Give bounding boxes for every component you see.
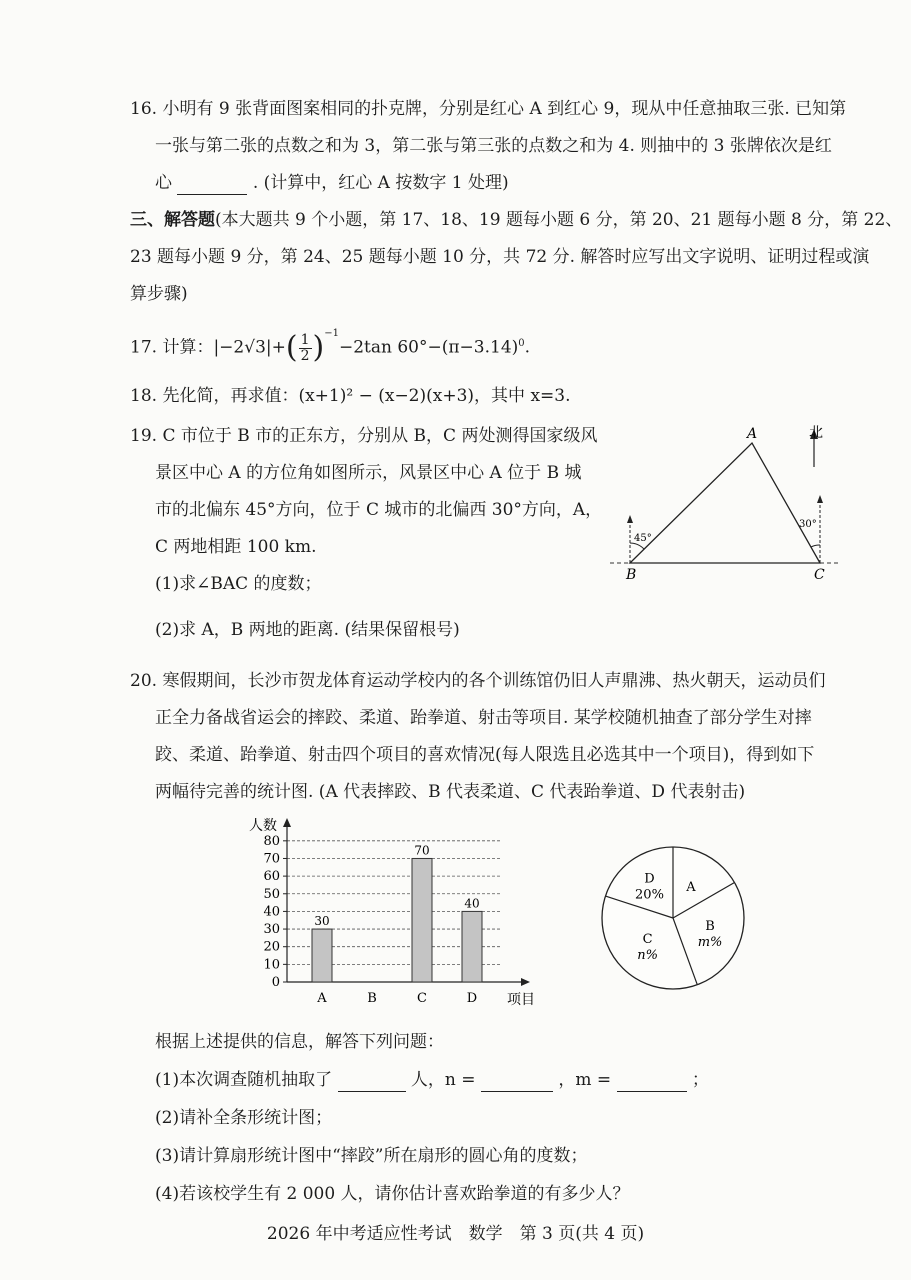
q20-line-4: 两幅待完善的统计图. (A 代表摔跤、B 代表柔道、C 代表跆拳道、D 代表射击) bbox=[155, 782, 746, 802]
q17-exponent-zero: 0 bbox=[518, 338, 525, 349]
x-tick-label: D bbox=[466, 991, 478, 1006]
y-tick-label: 40 bbox=[263, 904, 280, 920]
label-b: B bbox=[626, 567, 637, 583]
y-tick-label: 20 bbox=[263, 939, 280, 955]
q20-m-blank[interactable] bbox=[617, 1073, 687, 1092]
q20-line-2: 正全力备战省运会的摔跤、柔道、跆拳道、射击等项目. 某学校随机抽查了部分学生对摔 bbox=[155, 708, 812, 728]
y-tick-label: 10 bbox=[263, 957, 280, 973]
q20-sub-3: (3)请计算扇形统计图中“摔跤”所在扇形的圆心角的度数； bbox=[155, 1146, 588, 1166]
section3-heading: 三、解答题 bbox=[130, 210, 215, 230]
x-tick-label: B bbox=[367, 991, 377, 1006]
pie-slice-value: 20% bbox=[635, 887, 664, 903]
y-tick-label: 80 bbox=[263, 833, 280, 849]
q17-label: 17. 计算： bbox=[130, 337, 214, 358]
q20-intro: 根据上述提供的信息，解答下列问题： bbox=[155, 1032, 444, 1052]
pie-slice-label: A bbox=[686, 879, 696, 895]
y-tick-label: 70 bbox=[263, 851, 280, 867]
x-tick-label: A bbox=[317, 991, 327, 1006]
north-arrow-b-icon bbox=[627, 515, 633, 523]
triangle-abc bbox=[630, 443, 820, 563]
section3-line-3: 算步骤) bbox=[130, 284, 188, 304]
bar bbox=[462, 911, 482, 982]
y-tick-label: 60 bbox=[263, 869, 280, 885]
bar-chart bbox=[235, 815, 535, 1015]
y-axis-arrow-icon bbox=[283, 818, 291, 827]
q16-line-3-end: . (计算中，红心 A 按数字 1 处理) bbox=[252, 173, 509, 193]
q20-sub-1-a: (1)本次调查随机抽取了 bbox=[155, 1070, 333, 1090]
q20-sub-4: (4)若该校学生有 2 000 人，请你估计喜欢跆拳道的有多少人？ bbox=[155, 1184, 630, 1204]
q19-triangle-figure bbox=[600, 415, 860, 590]
q17-end: . bbox=[524, 337, 531, 358]
label-c: C bbox=[814, 567, 825, 583]
bar bbox=[312, 929, 332, 982]
section3-line-1-rest: (本大题共 9 个小题，第 17、18、19 题每小题 6 分，第 20、21 题每小题 8 分，第 22、 bbox=[215, 210, 903, 230]
q17-frac-den: 2 bbox=[300, 347, 310, 364]
q16-line-1: 16. 小明有 9 张背面图案相同的扑克牌，分别是红心 A 到红心 9，现从中任意抽取三张. 已知第 bbox=[130, 99, 847, 119]
pie-slice-value: m% bbox=[697, 934, 723, 950]
q20-n-blank[interactable] bbox=[481, 1073, 553, 1092]
pie-chart bbox=[595, 838, 755, 998]
x-axis-arrow-icon bbox=[521, 978, 530, 986]
q16-line-3 bbox=[155, 171, 509, 195]
x-tick-label: C bbox=[417, 991, 427, 1006]
pie-slice-label: D bbox=[644, 871, 655, 887]
y-axis-label: 人数 bbox=[249, 818, 277, 834]
q18-line: 18. 先化简，再求值：(x+1)² − (x−2)(x+3)，其中 x=3. bbox=[130, 386, 571, 406]
q17-part-2: −2tan 60°−(π−3.14) bbox=[338, 337, 519, 358]
pie-slice-value: n% bbox=[637, 948, 658, 964]
page-footer: 2026 年中考适应性考试 数学 第 3 页(共 4 页) bbox=[266, 1224, 645, 1244]
q17-fraction bbox=[299, 333, 312, 364]
q20-total-blank[interactable] bbox=[338, 1073, 406, 1092]
q20-sub-2: (2)请补全条形统计图； bbox=[155, 1108, 333, 1128]
y-tick-label: 0 bbox=[271, 975, 280, 990]
q16-line-2: 一张与第二张的点数之和为 3，第二张与第三张的点数之和为 4. 则抽中的 3 张牌依次是红 bbox=[155, 136, 832, 156]
q17-frac-num: 1 bbox=[300, 331, 310, 348]
q20-sub-1-c: ，m = bbox=[558, 1070, 612, 1090]
q19-sub-1: (1)求∠BAC 的度数； bbox=[155, 574, 322, 594]
bar-data-label: 30 bbox=[314, 914, 330, 929]
q20-line-3: 跤、柔道、跆拳道、射击四个项目的喜欢情况(每人限选且必选其中一个项目)，得到如下 bbox=[155, 745, 815, 765]
q19-line-3: 市的北偏东 45°方向，位于 C 城市的北偏西 30°方向，A， bbox=[155, 500, 603, 520]
pie-slice-label: C bbox=[642, 932, 653, 948]
q16-answer-blank[interactable] bbox=[177, 176, 247, 195]
section3-line-2: 23 题每小题 9 分，第 24、25 题每小题 10 分，共 72 分. 解答时应写出文字说明、证明过程或演 bbox=[130, 247, 870, 267]
q20-line-1: 20. 寒假期间，长沙市贺龙体育运动学校内的各个训练馆仍旧人声鼎沸、热火朝天，运动员们 bbox=[130, 671, 826, 691]
q17-paren-close: ) bbox=[312, 330, 325, 366]
pie-slice-label: B bbox=[705, 918, 715, 934]
y-tick-label: 30 bbox=[263, 922, 280, 938]
q20-sub-1 bbox=[155, 1068, 709, 1092]
q17-paren-open: ( bbox=[285, 330, 298, 366]
north-arrow-c-icon bbox=[817, 495, 823, 503]
label-a: A bbox=[747, 426, 758, 442]
section3-line-1 bbox=[130, 208, 902, 232]
label-angle-45: 45° bbox=[634, 533, 652, 544]
q19-line-4: C 两地相距 100 km. bbox=[155, 537, 317, 557]
q19-line-2: 景区中心 A 的方位角如图所示，风景区中心 A 位于 B 城 bbox=[155, 463, 582, 483]
q17-exponent: −1 bbox=[324, 328, 339, 339]
q19-line-1: 19. C 市位于 B 市的正东方，分别从 B，C 两处测得国家级风 bbox=[130, 426, 598, 446]
angle-arc-c bbox=[811, 545, 820, 547]
bar-data-label: 70 bbox=[414, 843, 430, 858]
bar bbox=[412, 858, 432, 982]
y-tick-label: 50 bbox=[263, 886, 280, 902]
q16-line-3-start: 心 bbox=[155, 173, 172, 193]
label-north: 北 bbox=[809, 425, 823, 441]
q20-sub-1-b: 人，n = bbox=[410, 1070, 476, 1090]
label-angle-30: 30° bbox=[799, 519, 817, 530]
q17-part-1: |−2√3|+ bbox=[213, 337, 286, 358]
bar-data-label: 40 bbox=[464, 896, 480, 911]
q19-sub-2: (2)求 A，B 两地的距离. (结果保留根号) bbox=[155, 620, 460, 640]
q20-sub-1-d: ； bbox=[691, 1070, 709, 1090]
x-axis-label: 项目 bbox=[507, 992, 535, 1008]
q17-line bbox=[130, 328, 531, 366]
